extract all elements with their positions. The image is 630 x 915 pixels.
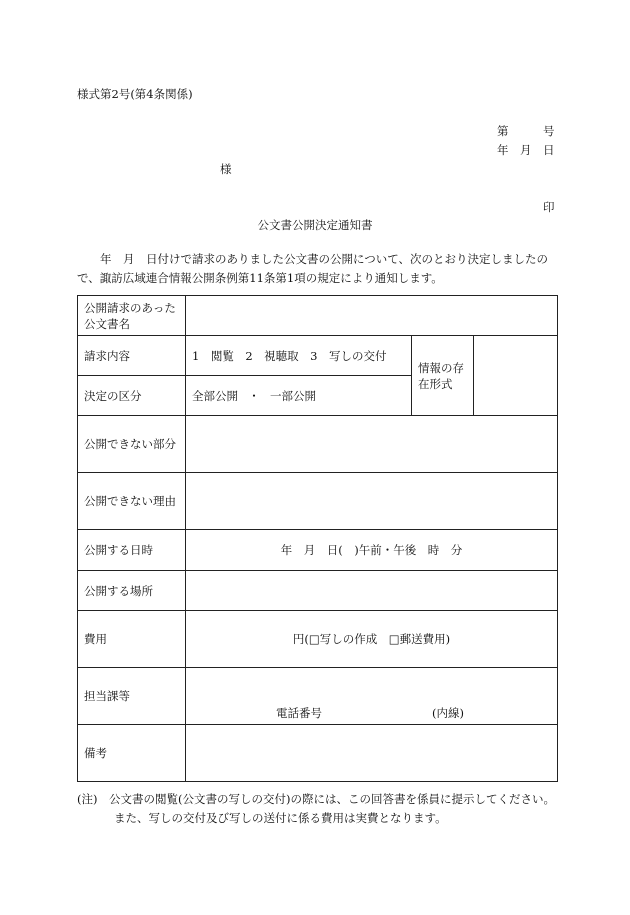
decision-full: 全部公開	[192, 388, 238, 403]
remarks-value[interactable]	[186, 725, 558, 782]
decision-partial: 一部公開	[270, 388, 316, 403]
document-date: 年 月 日	[497, 143, 555, 157]
datetime-label: 公開する日時	[78, 530, 186, 571]
form-number: 様式第2号(第4条関係)	[77, 87, 193, 101]
phone-label: 電話番号	[276, 706, 322, 720]
undisclosable-reason-value[interactable]	[186, 473, 558, 530]
document-number: 第 号	[497, 124, 555, 138]
decision-separator: ・	[248, 388, 260, 403]
addressee-honorific: 様	[220, 162, 232, 176]
table-row-datetime	[78, 530, 558, 571]
place-label: 公開する場所	[78, 571, 186, 611]
fee-value[interactable]: 円(□写しの作成 □郵送費用)	[186, 611, 558, 668]
undisclosable-part-label: 公開できない部分	[78, 416, 186, 473]
datetime-value[interactable]: 年 月 日( )午前・午後 時 分	[186, 530, 558, 571]
table-row-place	[78, 571, 558, 611]
seal-mark: 印	[543, 200, 555, 214]
remarks-label: 備考	[78, 725, 186, 782]
table-row-document-name	[78, 296, 558, 336]
decision-options[interactable]	[186, 376, 412, 416]
footnote: (注) 公文書の閲覧(公文書の写しの交付)の際には、この回答書を係員に提示してください。また、写しの交付及び写しの送付に係る費用は実費となります。	[77, 792, 555, 825]
request-label: 請求内容	[78, 336, 186, 376]
staff-label: 担当課等	[78, 668, 186, 725]
intro-paragraph: 年 月 日付けで請求のありました公文書の公開について、次のとおり決定しましたので、諏訪広域連合情報公開条例第11条第1項の規定により通知します。	[77, 252, 549, 285]
fee-label: 費用	[78, 611, 186, 668]
document-name-value[interactable]	[186, 296, 558, 336]
place-value[interactable]	[186, 571, 558, 611]
decision-label: 決定の区分	[78, 376, 186, 416]
document-title: 公文書公開決定通知書	[257, 218, 373, 232]
existence-value[interactable]	[474, 336, 558, 416]
table-row-undisclosable-part	[78, 416, 558, 473]
table-row-staff	[78, 668, 558, 725]
request-options[interactable]: 1 閲覧 2 視聴取 3 写しの交付	[186, 336, 412, 376]
document-name-label: 公開請求のあった公文書名	[78, 296, 186, 336]
staff-value[interactable]	[186, 668, 558, 725]
extension-label: (内線)	[432, 706, 464, 720]
table-row-undisclosable-reason	[78, 473, 558, 530]
existence-label: 情報の存在形式	[412, 336, 474, 416]
decision-table	[77, 295, 558, 782]
table-row-request	[78, 336, 558, 376]
table-row-remarks	[78, 725, 558, 782]
table-row-fee	[78, 611, 558, 668]
undisclosable-reason-label: 公開できない理由	[78, 473, 186, 530]
undisclosable-part-value[interactable]	[186, 416, 558, 473]
